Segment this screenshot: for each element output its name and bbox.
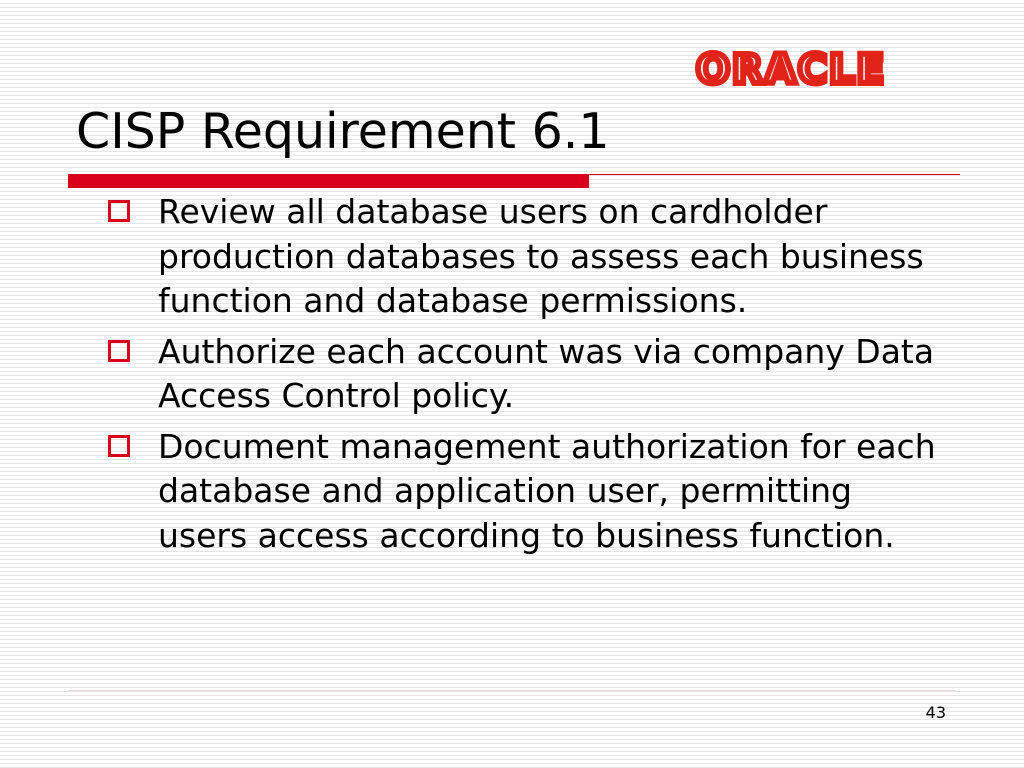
oracle-logo [690, 50, 958, 90]
bullet-item [108, 330, 938, 419]
page-number: 43 [925, 703, 946, 722]
hollow-square-bullet-icon [108, 340, 130, 362]
bullet-text: Authorize each account was via company Data Access Control policy. [158, 331, 935, 415]
bullet-item [108, 425, 938, 559]
title-underline-thick [68, 174, 589, 188]
oracle-logo-text: ORACLE [696, 50, 886, 90]
bullet-list [108, 190, 938, 564]
bullet-text: Review all database users on cardholder production databases to assess each business function and database permissions. [158, 192, 924, 320]
bullet-text: Document management authorization for each database and application user, permitting users access according to business function. [158, 426, 936, 555]
hollow-square-bullet-icon [108, 435, 130, 457]
bullet-item [108, 190, 938, 324]
slide-title: CISP Requirement 6.1 [76, 103, 610, 160]
footer-divider [68, 690, 956, 691]
title-underline [68, 174, 960, 189]
hollow-square-bullet-icon [108, 200, 130, 222]
title-underline-thin [589, 174, 960, 175]
